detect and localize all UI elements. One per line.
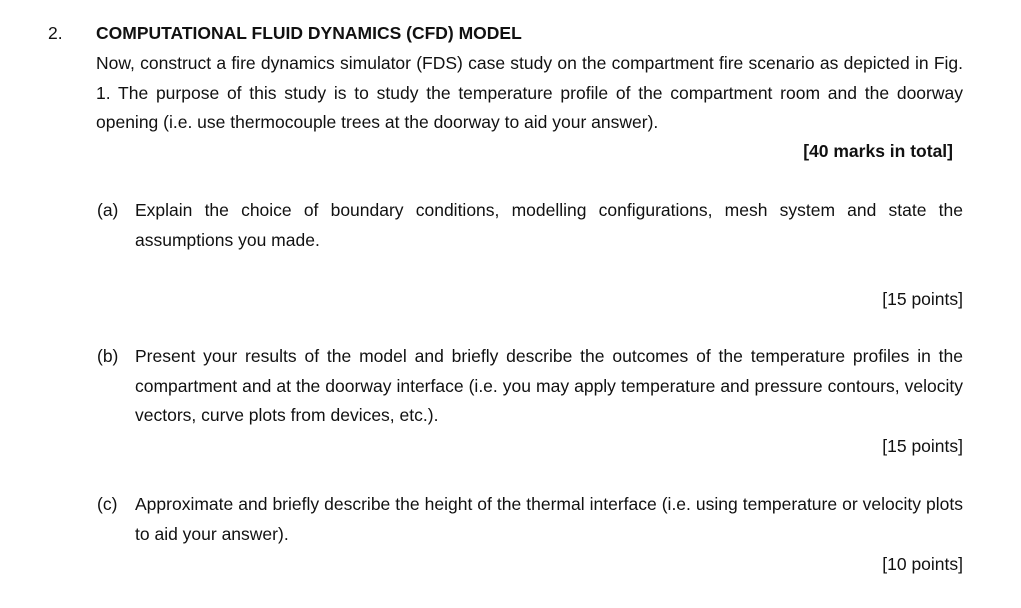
part-c-label: (c): [97, 494, 118, 514]
part-c-text: Approximate and briefly describe the height of the thermal interface (i.e. using temperature or velocity plots to aid your answer).: [135, 494, 963, 544]
total-marks: [40 marks in total]: [803, 141, 953, 161]
part-b-label: (b): [97, 346, 119, 366]
part-a-label: (a): [97, 200, 119, 220]
question-number: 2.: [48, 23, 63, 43]
part-b-points: [15 points]: [882, 436, 963, 456]
part-c-points: [10 points]: [882, 554, 963, 574]
part-a-text: Explain the choice of boundary conditions, modelling configurations, mesh system and state the assumptions you made.: [135, 200, 963, 250]
question-intro: Now, construct a fire dynamics simulator (FDS) case study on the compartment fire scenario as depicted in Fig. 1. The purpose of this study is to study the temperature profile of the compartment room and the doorway opening (i.e. use thermocouple trees at the doorway to aid your answer).: [96, 53, 963, 132]
part-a-points: [15 points]: [882, 289, 963, 309]
part-b-text: Present your results of the model and briefly describe the outcomes of the temperature profiles in the compartment and at the doorway interface (i.e. you may apply temperature and pressure contours, velocity vectors, curve plots from devices, etc.).: [135, 346, 963, 425]
question-title: COMPUTATIONAL FLUID DYNAMICS (CFD) MODEL: [96, 23, 522, 43]
